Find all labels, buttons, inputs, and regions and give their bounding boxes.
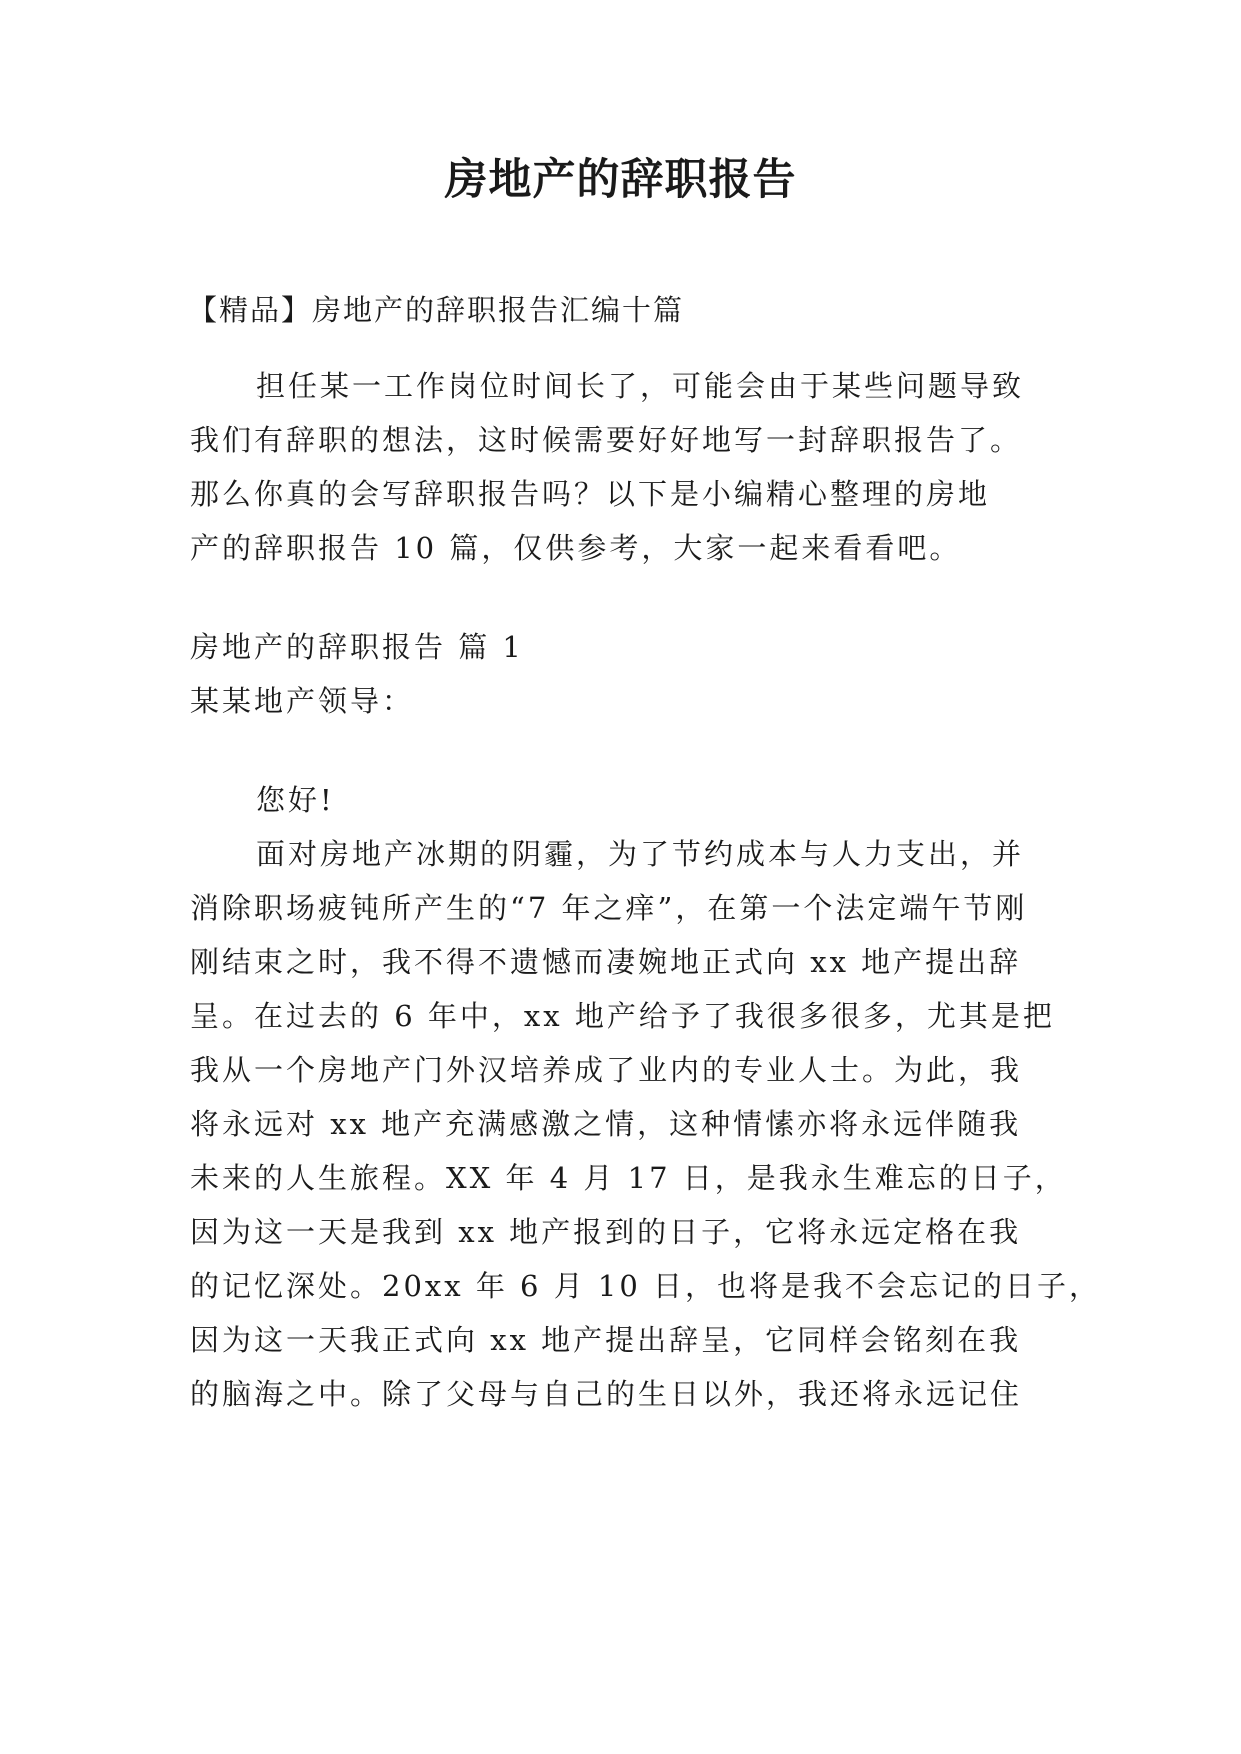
intro-line: 那么你真的会写辞职报告吗？以下是小编精心整理的房地	[190, 477, 991, 511]
document-subtitle: 【精品】房地产的辞职报告汇编十篇	[188, 293, 685, 327]
body-line: 的记忆深处。20xx 年 6 月 10 日，也将是我不会忘记的日子，	[190, 1269, 1102, 1303]
body-line: 未来的人生旅程。XX 年 4 月 17 日，是我永生难忘的日子，	[190, 1161, 1067, 1195]
section-heading: 房地产的辞职报告 篇 1	[190, 630, 524, 664]
body-line: 面对房地产冰期的阴霾，为了节约成本与人力支出，并	[256, 837, 1025, 871]
intro-line: 担任某一工作岗位时间长了，可能会由于某些问题导致	[256, 369, 1025, 403]
document-title: 房地产的辞职报告	[444, 155, 797, 205]
body-line: 因为这一天我正式向 xx 地产提出辞呈，它同样会铭刻在我	[190, 1323, 1022, 1357]
greeting: 您好!	[256, 783, 335, 817]
body-line: 我从一个房地产门外汉培养成了业内的专业人士。为此，我	[190, 1053, 1023, 1087]
intro-line: 产的辞职报告 10 篇，仅供参考，大家一起来看看吧。	[190, 531, 962, 565]
body-line: 刚结束之时，我不得不遗憾而凄婉地正式向 xx 地产提出辞	[190, 945, 1022, 979]
body-line: 呈。在过去的 6 年中，xx 地产给予了我很多很多，尤其是把	[190, 999, 1055, 1033]
body-line: 消除职场疲钝所产生的“7 年之痒”，在第一个法定端午节刚	[190, 891, 1028, 925]
body-line: 的脑海之中。除了父母与自己的生日以外，我还将永远记住	[190, 1377, 1023, 1411]
body-line: 将永远对 xx 地产充满感激之情，这种情愫亦将永远伴随我	[190, 1107, 1022, 1141]
salutation: 某某地产领导：	[190, 684, 415, 718]
body-line: 因为这一天是我到 xx 地产报到的日子，它将永远定格在我	[190, 1215, 1022, 1249]
intro-line: 我们有辞职的想法，这时候需要好好地写一封辞职报告了。	[190, 423, 1023, 457]
